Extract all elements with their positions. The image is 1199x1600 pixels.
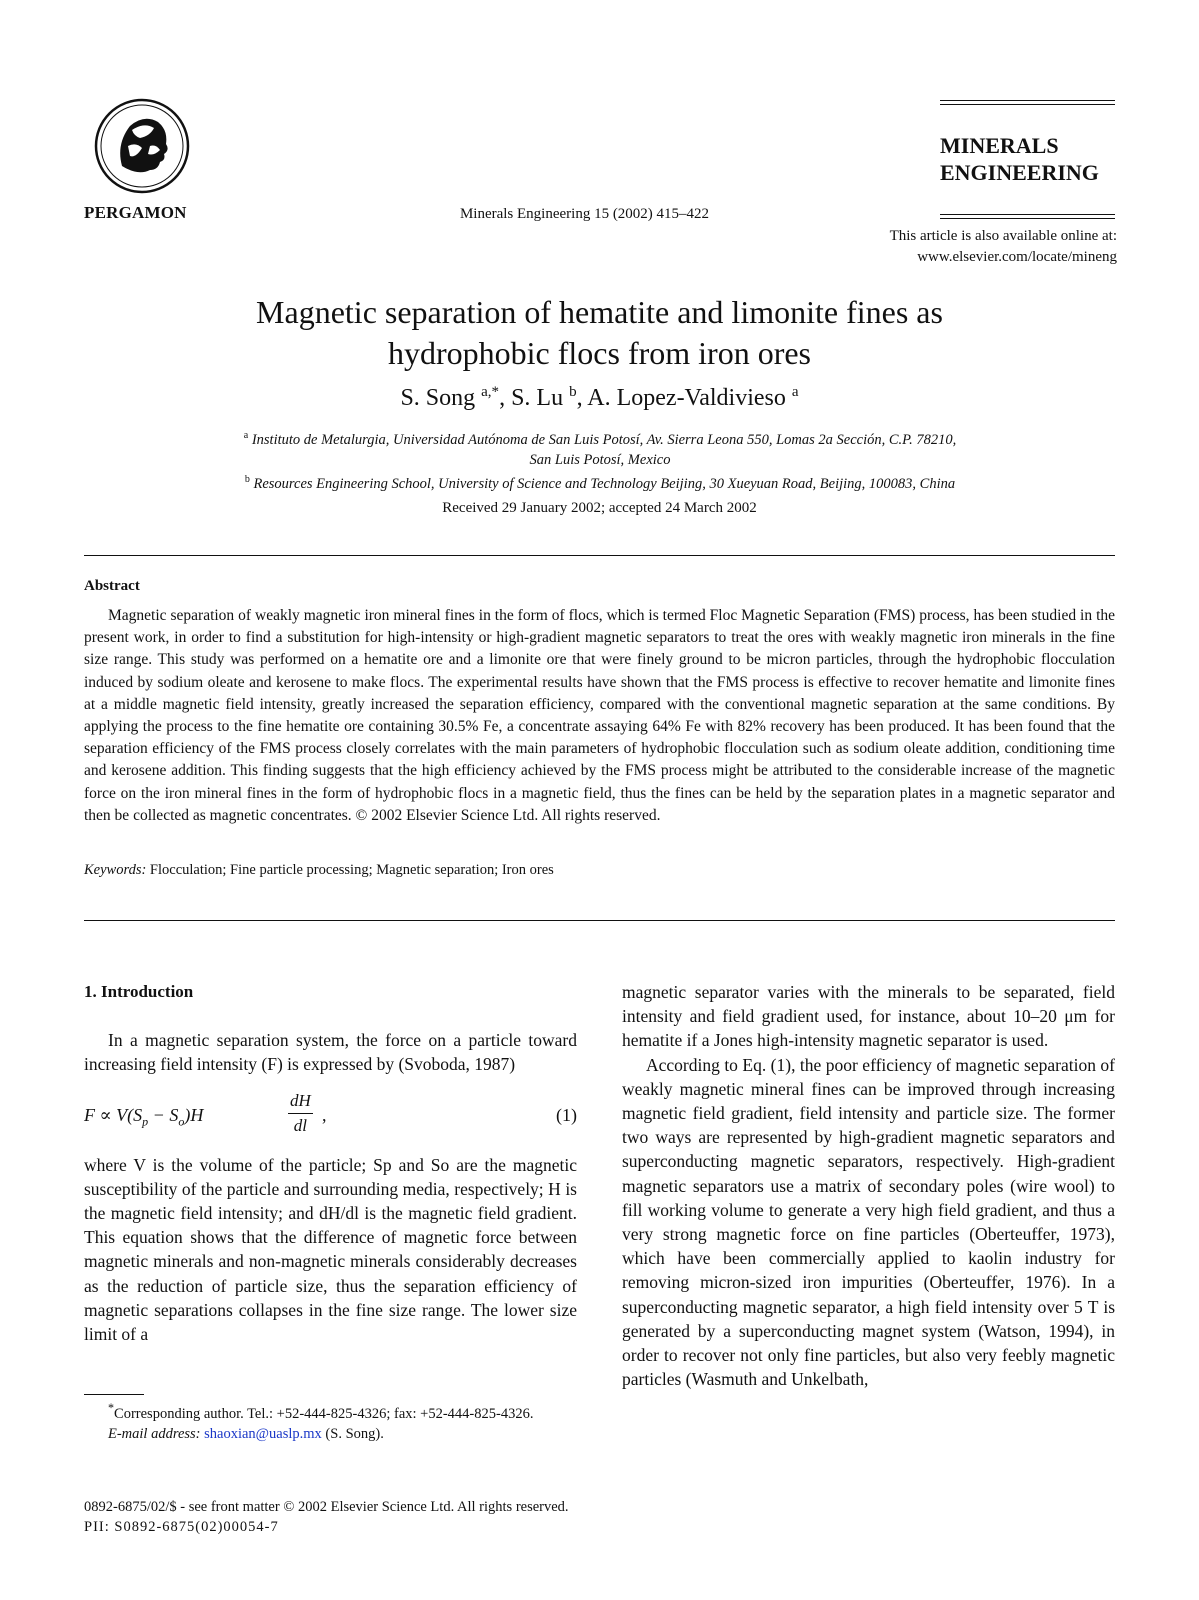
header-rule-top (940, 100, 1115, 101)
keywords-list: Flocculation; Fine particle processing; Magnetic separation; Iron ores (149, 862, 554, 878)
abstract-heading: Abstract (84, 578, 140, 594)
footnote-mark: * (108, 1401, 115, 1415)
author-name: S. Song (400, 385, 476, 411)
equation-number: (1) (556, 1104, 577, 1125)
keywords (84, 862, 554, 879)
journal-citation: Minerals Engineering 15 (2002) 415–422 (459, 206, 710, 222)
intro-paragraph-4: According to Eq. (1), the poor efficiency of magnetic separation of weakly magnetic mineral fines can be improved through increasing magnetic field gradient, field intensity and particle size. The former two ways are represented by high-gradient magnetic separators and superconducting magnetic separators, respectively. High-gradient magnetic separators use a matrix of secondary poles (wire wool) to fill working volume to generate a very high field gradient, and thus a very strong magnetic force on fine particles (Oberteuffer, 1973), which have been commercially applied to kaolin industry for removing micron-sized iron impurities (Oberteuffer, 1976). In a superconducting magnetic separator, a high field intensity over 5 T is generated by a superconducting magnet system (Watson, 1994), in order to recover not only fine particles, but also very feebly magnetic particles (Wasmuth and Unkelbath, (622, 1054, 1115, 1390)
received-dates: Received 29 January 2002; accepted 24 March 2002 (442, 500, 757, 516)
author-list: S. Song $^{a,*}$, S. Lu $^b$, A. Lopez-Valdivieso $^a$ (400, 384, 799, 411)
header-rule-bottom (940, 214, 1115, 215)
equation-fraction: $\frac{dH}{dl}$ (290, 1090, 311, 1135)
journal-title (940, 132, 1099, 186)
footnote (84, 1398, 577, 1444)
right-column (622, 980, 1115, 1391)
online-line1: This article is also available online at: (889, 228, 1117, 244)
footnote-text: Corresponding author. Tel.: +52-444-825-4326; fax: +52-444-825-4326. (114, 1405, 534, 1422)
intro-paragraph-3: magnetic separator varies with the minerals to be separated, field intensity and field gradient used, for instance, about 10–20 μm for hematite if a Jones high-intensity magnetic separator is used. (622, 982, 1115, 1051)
section-heading-introduction: 1. Introduction (84, 982, 194, 1001)
affiliation-b-label: b (244, 474, 250, 485)
intro-paragraph-1: In a magnetic separation system, the force on a particle toward increasing field intensity (F) is expressed by (Svoboda, 1987) (84, 1030, 577, 1075)
abstract-rule-bottom (84, 920, 1115, 921)
affiliation-b-text: Resources Engineering School, University of Science and Technology Beijing, 30 Xueyuan Road, Beijing, 100083, China (253, 475, 956, 492)
author-name: A. Lopez-Valdivieso (587, 385, 786, 411)
affiliation-b (120, 470, 1080, 494)
author-sup: b (569, 384, 577, 400)
journal-title-line1: MINERALS (940, 133, 1059, 158)
footnote-rule (84, 1394, 144, 1395)
pergamon-head-logo-icon (92, 96, 192, 196)
author-sup: a (791, 384, 799, 400)
affiliation-a-label: a (243, 430, 249, 441)
affiliation-a (120, 426, 1080, 470)
footer-pii: PII: S0892-6875(02)00054-7 (84, 1519, 279, 1535)
email-suffix: (S. Song). (325, 1425, 384, 1442)
equation-1: $F \propto V(S_p - S_o)H$ $\frac{dH}{dl}$ , (1) (84, 1085, 577, 1147)
email-label: E-mail address: (108, 1425, 201, 1442)
footnote-corresponding (84, 1398, 577, 1424)
intro-paragraph-2: where V is the volume of the particle; Sp and So are the magnetic susceptibility of the particle and surrounding media, respectively; H is the magnetic field intensity; and dH/dl is the magnetic field gradient. This equation shows that the difference of magnetic force between magnetic minerals and non-magnetic minerals considerably decreases as the reduction of particle size, thus the separation efficiency of magnetic separations collapses in the fine size range. The lower size limit of a (84, 1154, 577, 1345)
footer-copyright: 0892-6875/02/$ - see front matter © 2002 Elsevier Science Ltd. All rights reserved. (84, 1499, 569, 1515)
left-column (84, 980, 577, 1346)
keywords-label: Keywords: (84, 862, 147, 878)
affiliation-a-line1: Instituto de Metalurgia, Universidad Autónoma de San Luis Potosí, Av. Sierra Leona 550, Lomas 2a Sección, C.P. 78210, (251, 431, 957, 448)
title-line2: hydrophobic flocs from iron ores (387, 335, 811, 371)
abstract-text: Magnetic separation of weakly magnetic iron mineral fines in the form of flocs, which is termed Floc Magnetic Separation (FMS) process, has been studied in the present work, in order to find a substitution for high-intensity or high-gradient magnetic separators to treat the ores with weakly magnetic iron minerals in the fine size range. This study was performed on a hematite ore and a limonite ore that were finely ground to be micron particles, through the hydrophobic flocculation induced by sodium oleate and kerosene to make flocs. The experimental results have shown that the FMS process is effective to recover hematite and limonite fines at a middle magnetic field intensity, greatly increased the separation efficiency, compared with the conventional magnetic separation at the same conditions. By applying the process to the fine hematite ore containing 30.5% Fe, a concentrate assaying 64% Fe with 82% recovery has been produced. It has been found that the separation efficiency of the FMS process closely correlates with the main parameters of hydrophobic flocculation such as sodium oleate addition, conditioning time and kerosene addition. This finding suggests that the high efficiency achieved by the FMS process might be attributed to the considerable increase of the magnetic force on the iron mineral fines in the form of hydrophobic flocs in a magnetic field, thus the fines can be held by the separation plates in a magnetic separator and then be collected as magnetic concentrates. © 2002 Elsevier Science Ltd. All rights reserved. (84, 607, 1115, 824)
title-line1: Magnetic separation of hematite and limonite fines as (256, 294, 943, 330)
journal-title-line2: ENGINEERING (940, 160, 1099, 185)
article-title (0, 292, 1199, 374)
online-url[interactable]: www.elsevier.com/locate/mineng (917, 249, 1117, 265)
affiliation-a-line2: San Luis Potosí, Mexico (529, 451, 671, 468)
equation-lhs: $F \propto V(S_p - S_o)H$ (84, 1104, 204, 1129)
abstract-rule-top (84, 555, 1115, 556)
email-link[interactable]: shaoxian@uaslp.mx (204, 1425, 322, 1442)
header-rule-top-2 (940, 104, 1115, 105)
author-name: S. Lu (511, 385, 564, 411)
header-rule-bottom-2 (940, 218, 1115, 219)
footnote-email-line (84, 1424, 577, 1444)
page-footer (84, 1497, 569, 1537)
author-sup: a,* (481, 384, 500, 400)
online-availability (890, 226, 1117, 268)
publisher-name: PERGAMON (84, 203, 187, 222)
